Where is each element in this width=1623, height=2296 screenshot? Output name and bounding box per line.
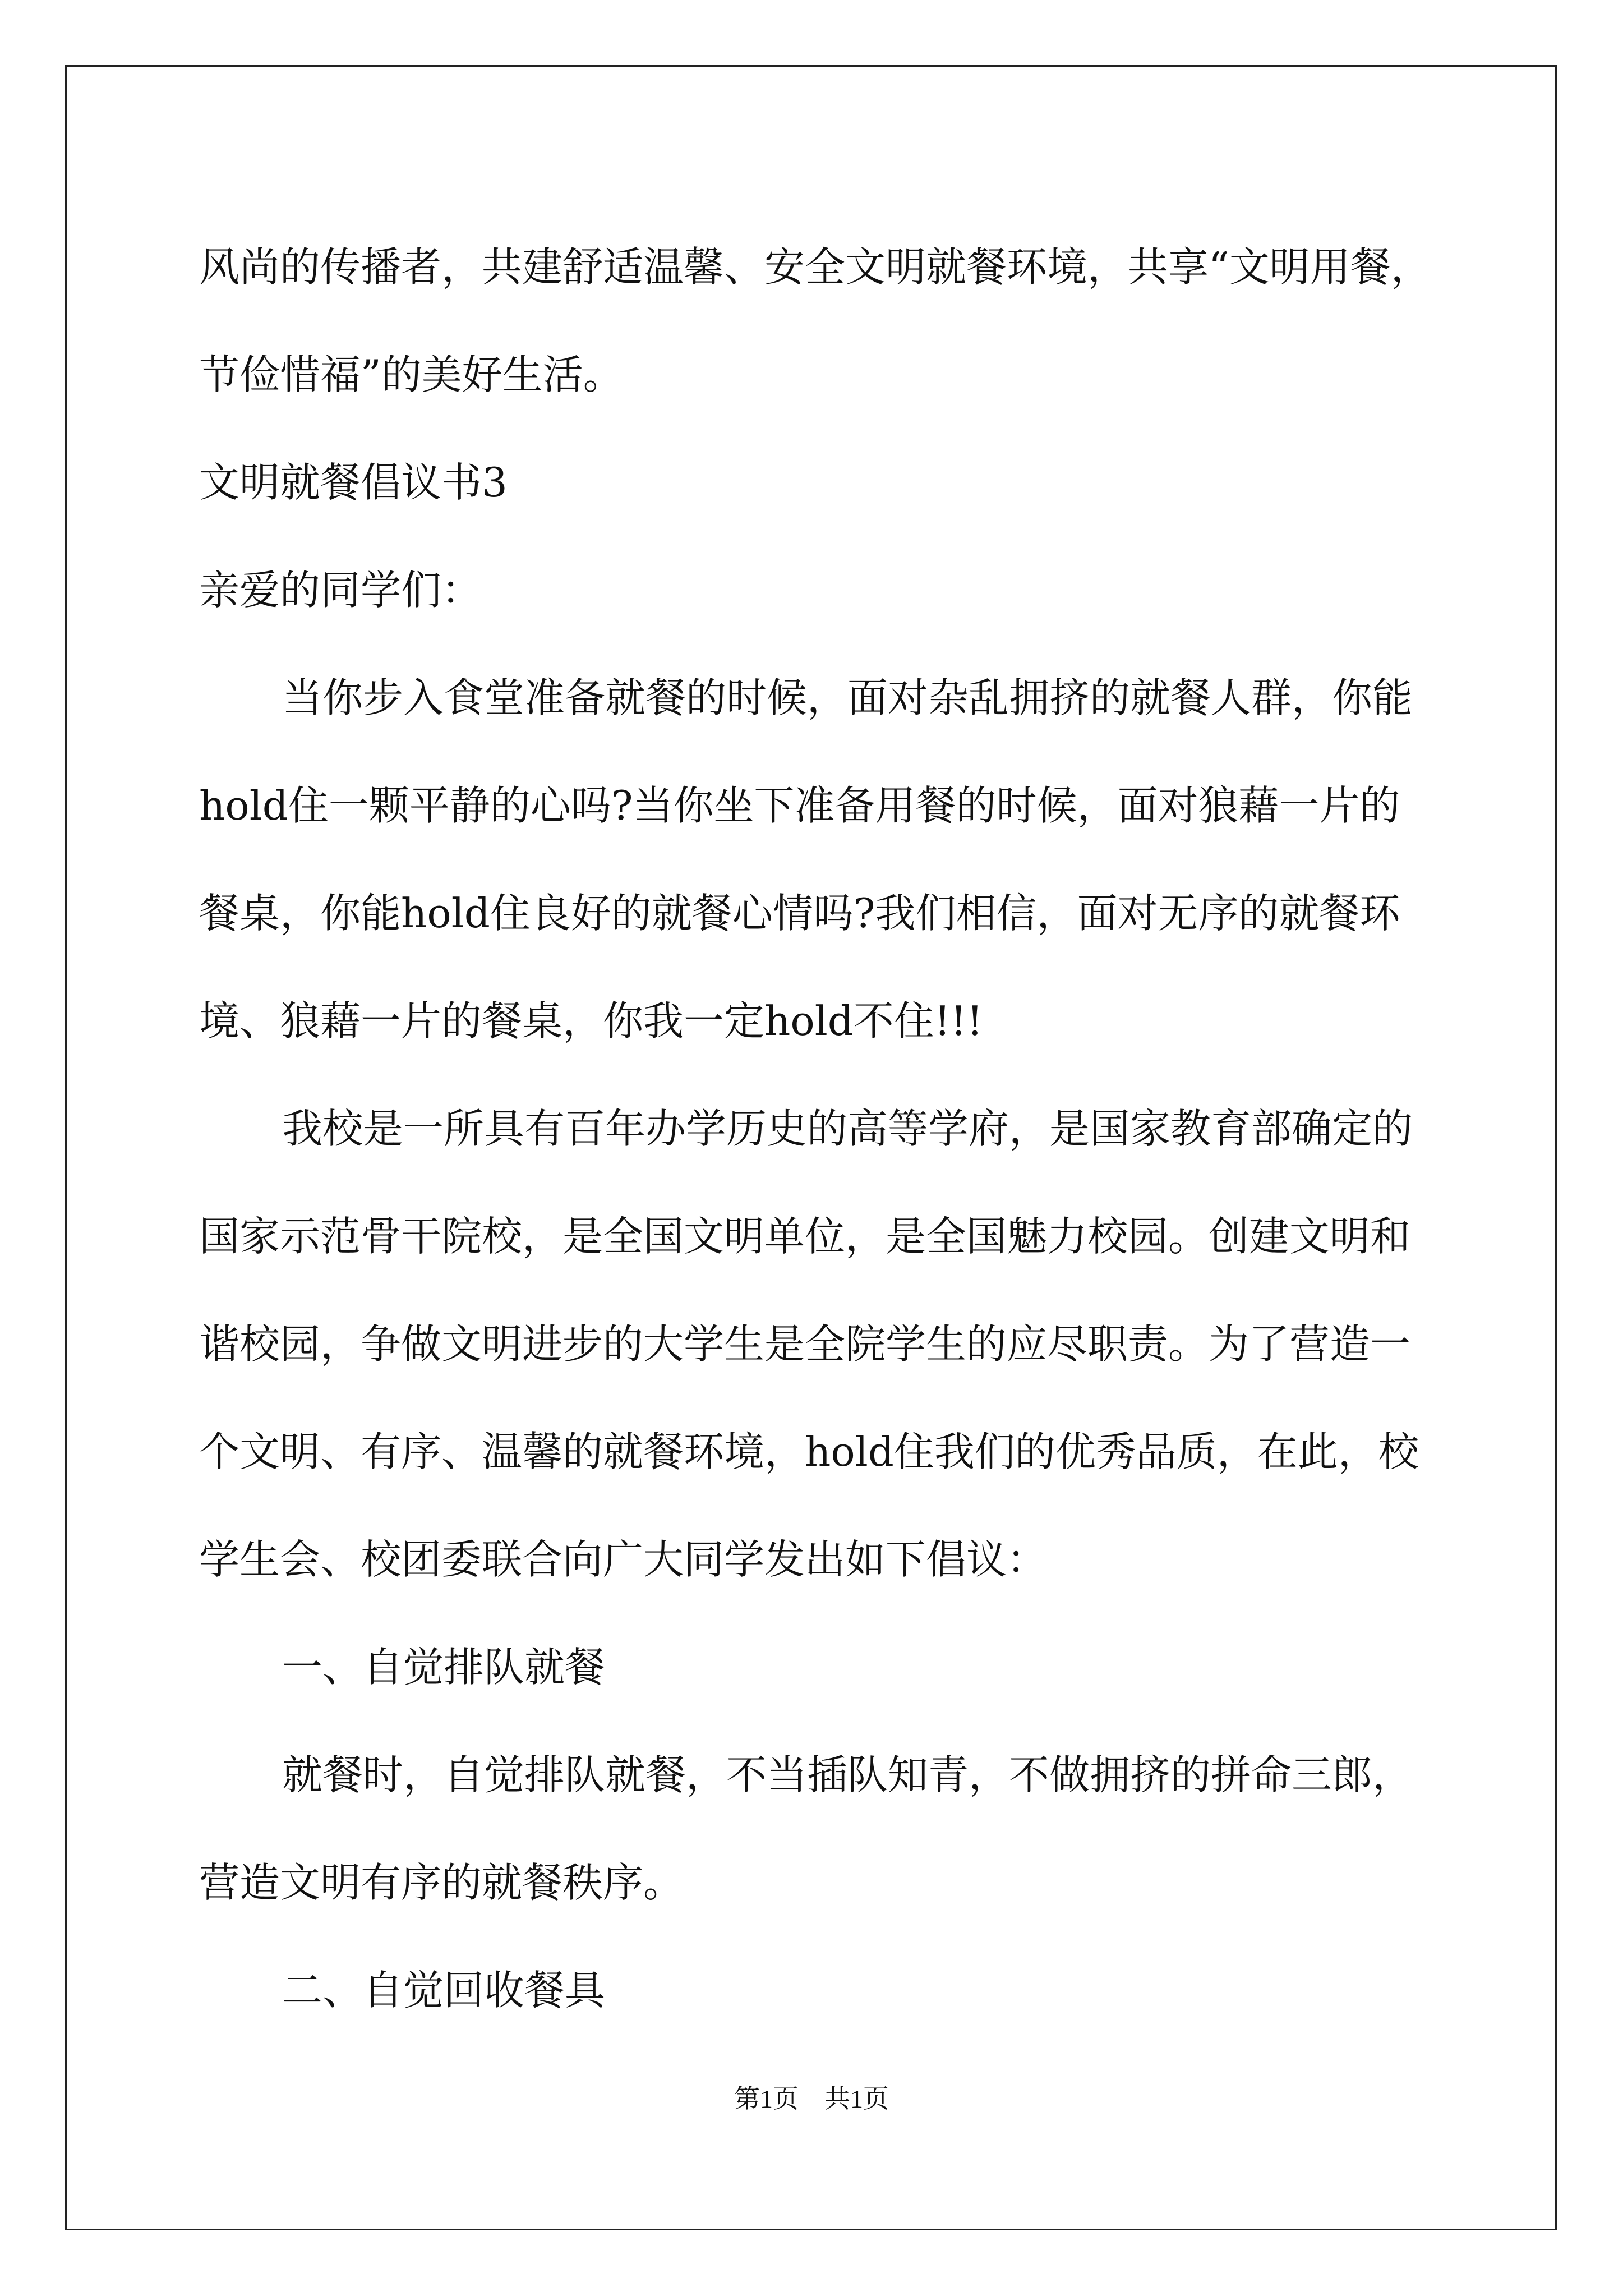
document-body <box>199 213 1431 2044</box>
paragraph-line: 餐桌，你能hold住良好的就餐心情吗?我们相信，面对无序的就餐环 <box>199 890 1400 937</box>
page-number: 第1页 <box>734 2085 799 2113</box>
paragraph-line: 就餐时，自觉排队就餐，不当插队知青，不做拥挤的拼命三郎， <box>282 1751 1413 1798</box>
paragraph-line: 我校是一所具有百年办学历史的高等学府，是国家教育部确定的 <box>282 1105 1413 1152</box>
paragraph-line: 国家示范骨干院校，是全国文明单位，是全国魅力校园。创建文明和 <box>199 1213 1411 1260</box>
paragraph-line: 营造文明有序的就餐秩序。 <box>199 1859 684 1906</box>
paragraph-line: hold住一颗平静的心吗?当你坐下准备用餐的时候，面对狼藉一片的 <box>199 782 1400 829</box>
text-line: 风尚的传播者，共建舒适温馨、安全文明就餐环境，共享“文明用餐， <box>199 243 1431 291</box>
salutation: 亲爱的同学们： <box>199 567 482 614</box>
subheading: 一、自觉排队就餐 <box>282 1644 606 1691</box>
paragraph-line: 个文明、有序、温馨的就餐环境，hold住我们的优秀品质，在此，校 <box>199 1428 1419 1475</box>
paragraph-line: 学生会、校团委联合向广大同学发出如下倡议： <box>199 1536 1048 1583</box>
text-line: 节俭惜福”的美好生活。 <box>199 351 624 398</box>
page-footer <box>0 2082 1623 2116</box>
section-title: 文明就餐倡议书3 <box>199 459 508 506</box>
subheading: 二、自觉回收餐具 <box>282 1967 606 2014</box>
page-total: 共1页 <box>824 2085 889 2113</box>
paragraph-line: 境、狼藉一片的餐桌，你我一定hold不住!!! <box>199 997 983 1045</box>
paragraph-line: 当你步入食堂准备就餐的时候，面对杂乱拥挤的就餐人群，你能 <box>282 674 1413 721</box>
paragraph-line: 谐校园，争做文明进步的大学生是全院学生的应尽职责。为了营造一 <box>199 1320 1411 1368</box>
